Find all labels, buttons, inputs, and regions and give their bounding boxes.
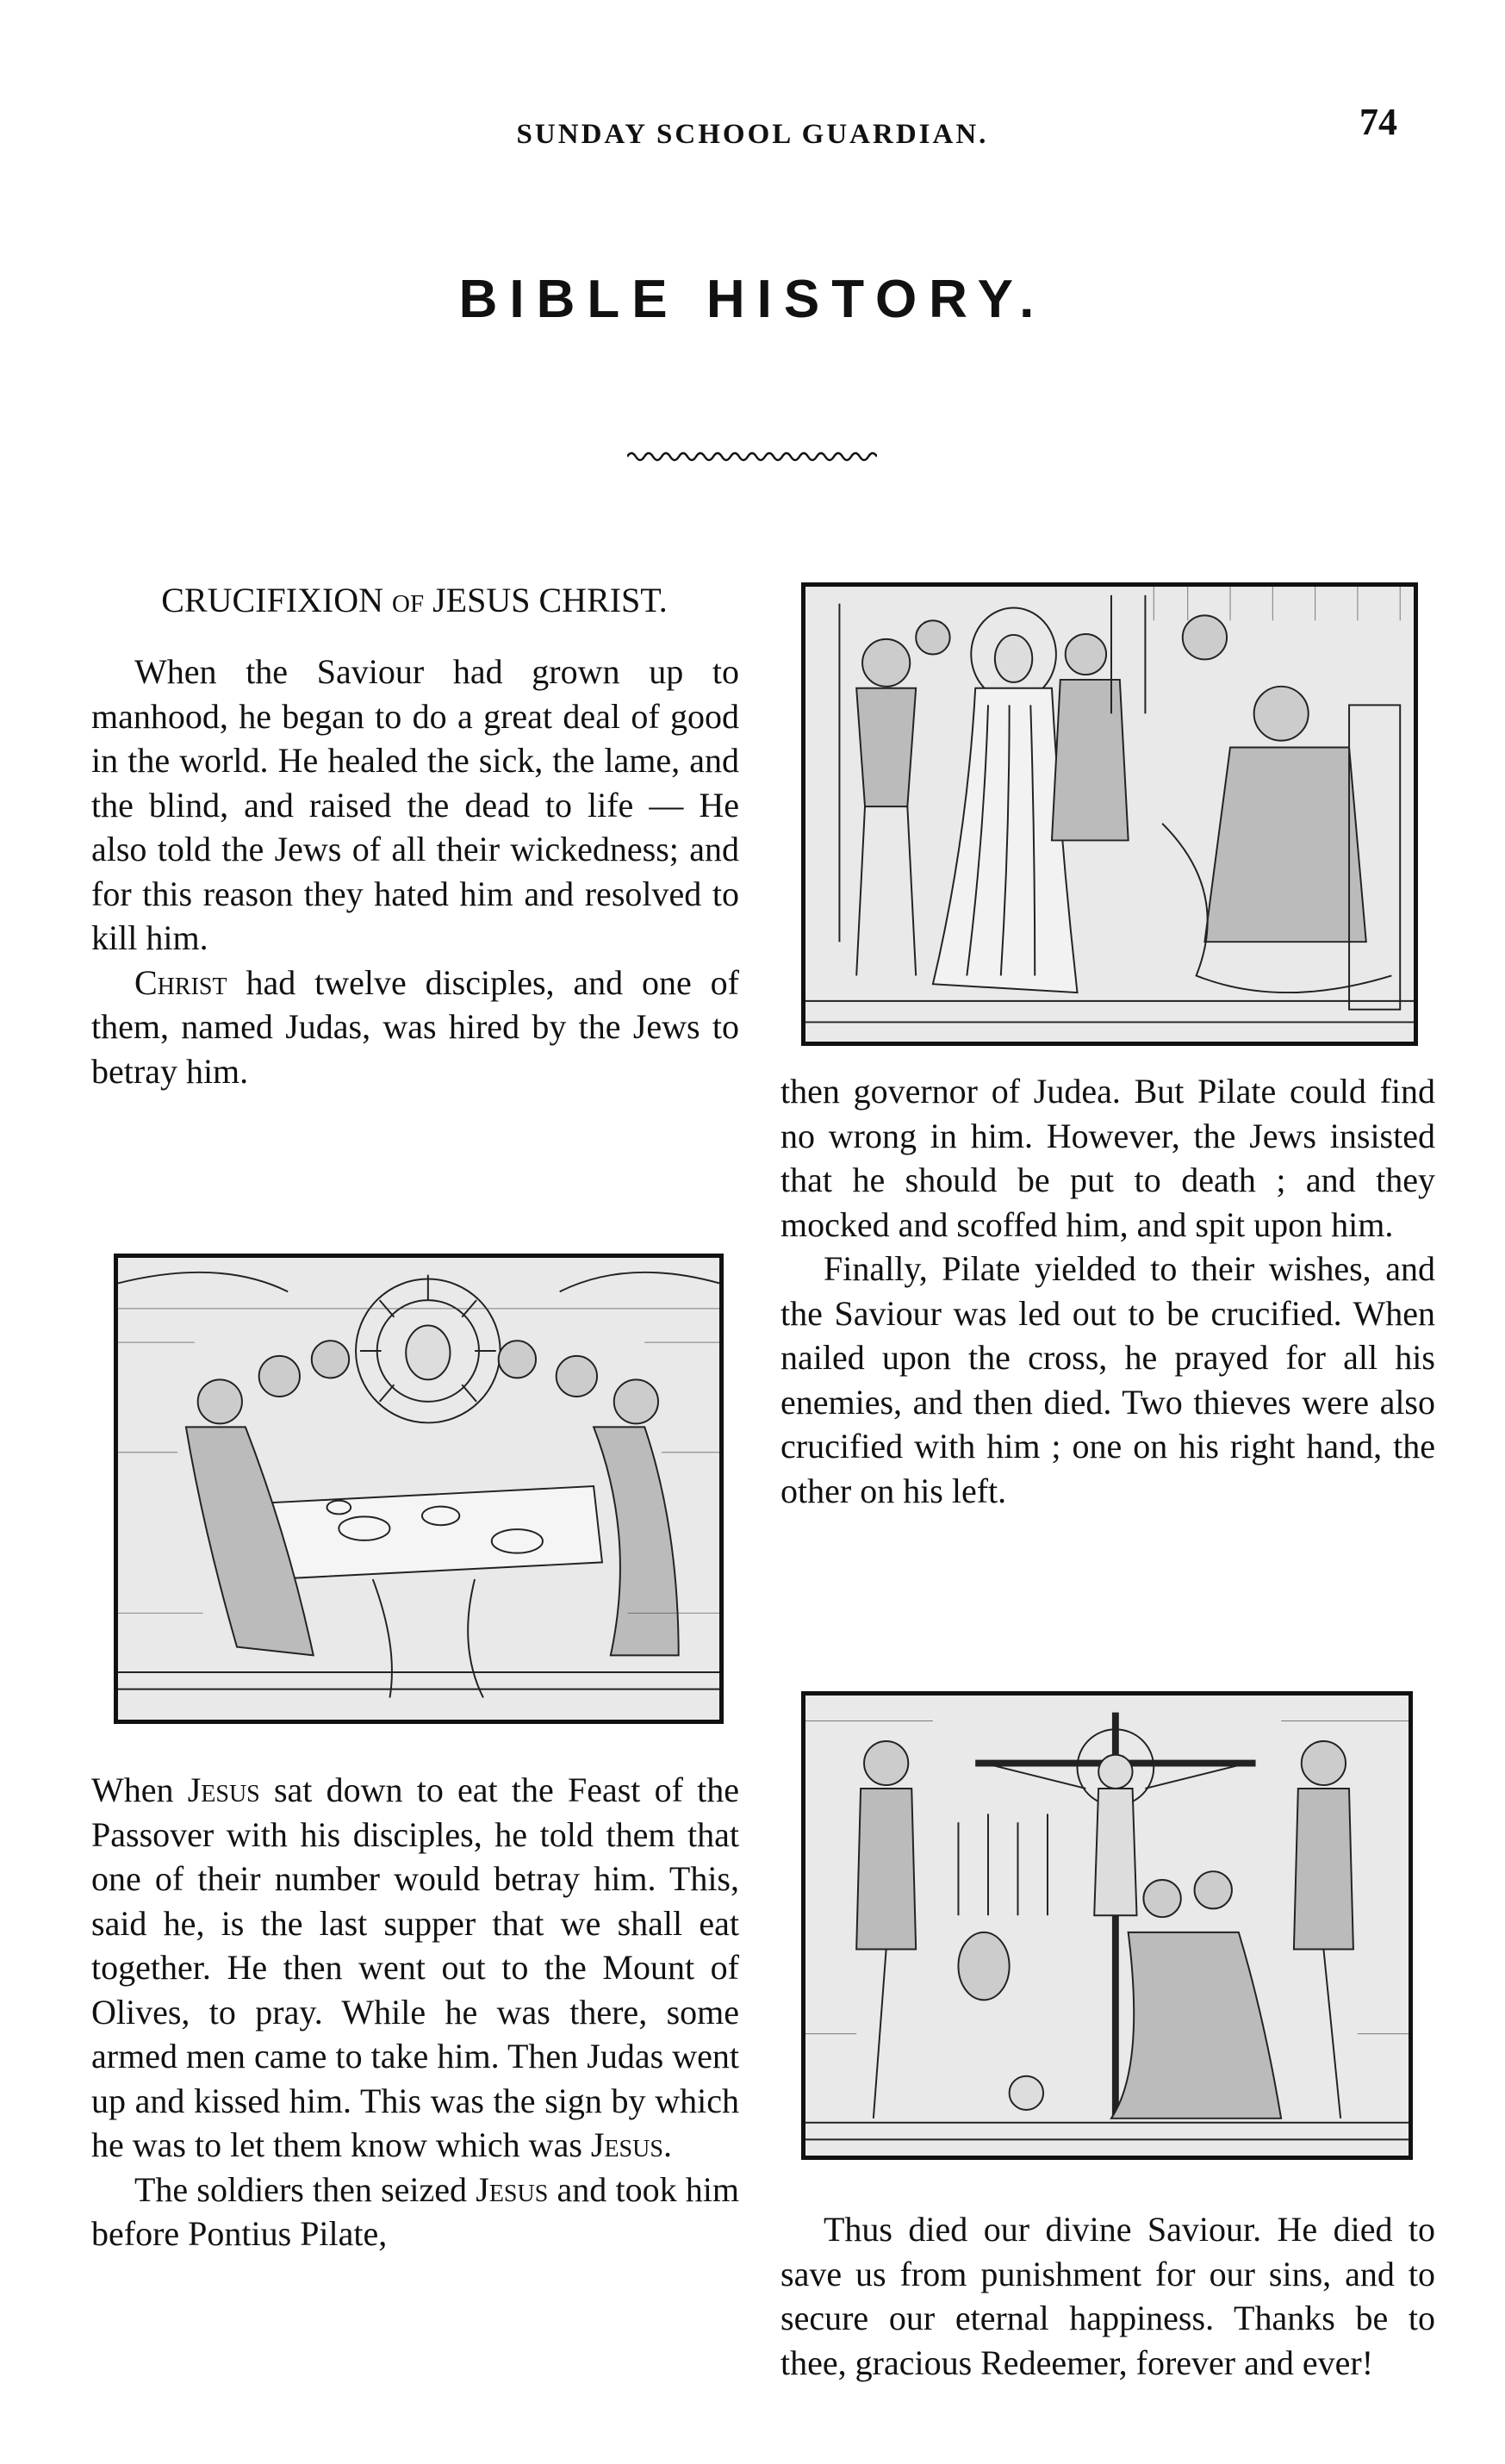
left-column-bottom	[91, 1768, 739, 2256]
section-heading: CRUCIFIXION OF JESUS CHRIST.	[161, 581, 668, 619]
left-column-top	[91, 650, 739, 1093]
running-title: SUNDAY SCHOOL GUARDIAN.	[516, 119, 989, 150]
paragraph-conclusion: Thus died our divine Saviour. He died to save us from punishment for our sins, and to secure our eternal happiness. Thanks be to thee, gracious Redeemer, forever and ever!	[780, 2210, 1435, 2382]
page-number: 74	[1359, 101, 1397, 143]
page-title: BIBLE HISTORY.	[458, 270, 1047, 329]
paragraph-ministry: When the Saviour had grown up to manhood, he began to do a great deal of good in the world. He healed the sick, the lame, and the blind, and raised the dead to life — He also told the Jews of all their wickedness; and for this reason they hated him and resolved to kill him.	[91, 652, 739, 957]
wavy-rule-ornament	[627, 448, 877, 465]
crucifixion-woodcut	[801, 1691, 1413, 2160]
paragraph-crucified: Finally, Pilate yielded to their wishes, and the Saviour was led out to be crucified. When nailed upon the cross, he prayed for all his enemies, and then died. Two thieves were also crucified with him ; one on his right hand, the other on his left.	[780, 1249, 1435, 1510]
last-supper-woodcut	[114, 1254, 724, 1724]
right-column-top	[780, 1069, 1435, 1513]
right-column-bottom	[780, 2207, 1435, 2385]
paragraph-pilate: then governor of Judea. But Pilate could find no wrong in him. However, the Jews insisted that he should be put to death ; and they mocked and scoffed him, and spit upon him.	[780, 1072, 1435, 1244]
paragraph-disciples: Christ had twelve disciples, and one of them, named Judas, was hired by the Jews to betray him.	[91, 962, 739, 1091]
paragraph-seized: The soldiers then seized Jesus and took him before Pontius Pilate,	[91, 2169, 739, 2253]
pilate-judgment-woodcut	[801, 582, 1418, 1046]
paragraph-passover: When Jesus sat down to eat the Feast of the Passover with his disciples, he told them that one of their number would betray him. This, said he, is the last supper that we shall eat together. He then went out to the Mount of Olives, to pray. While he was there, some armed men came to take him. Then Judas went up and kissed him. This was the sign by which he was to let them know which was Jesus.	[91, 1770, 739, 2164]
